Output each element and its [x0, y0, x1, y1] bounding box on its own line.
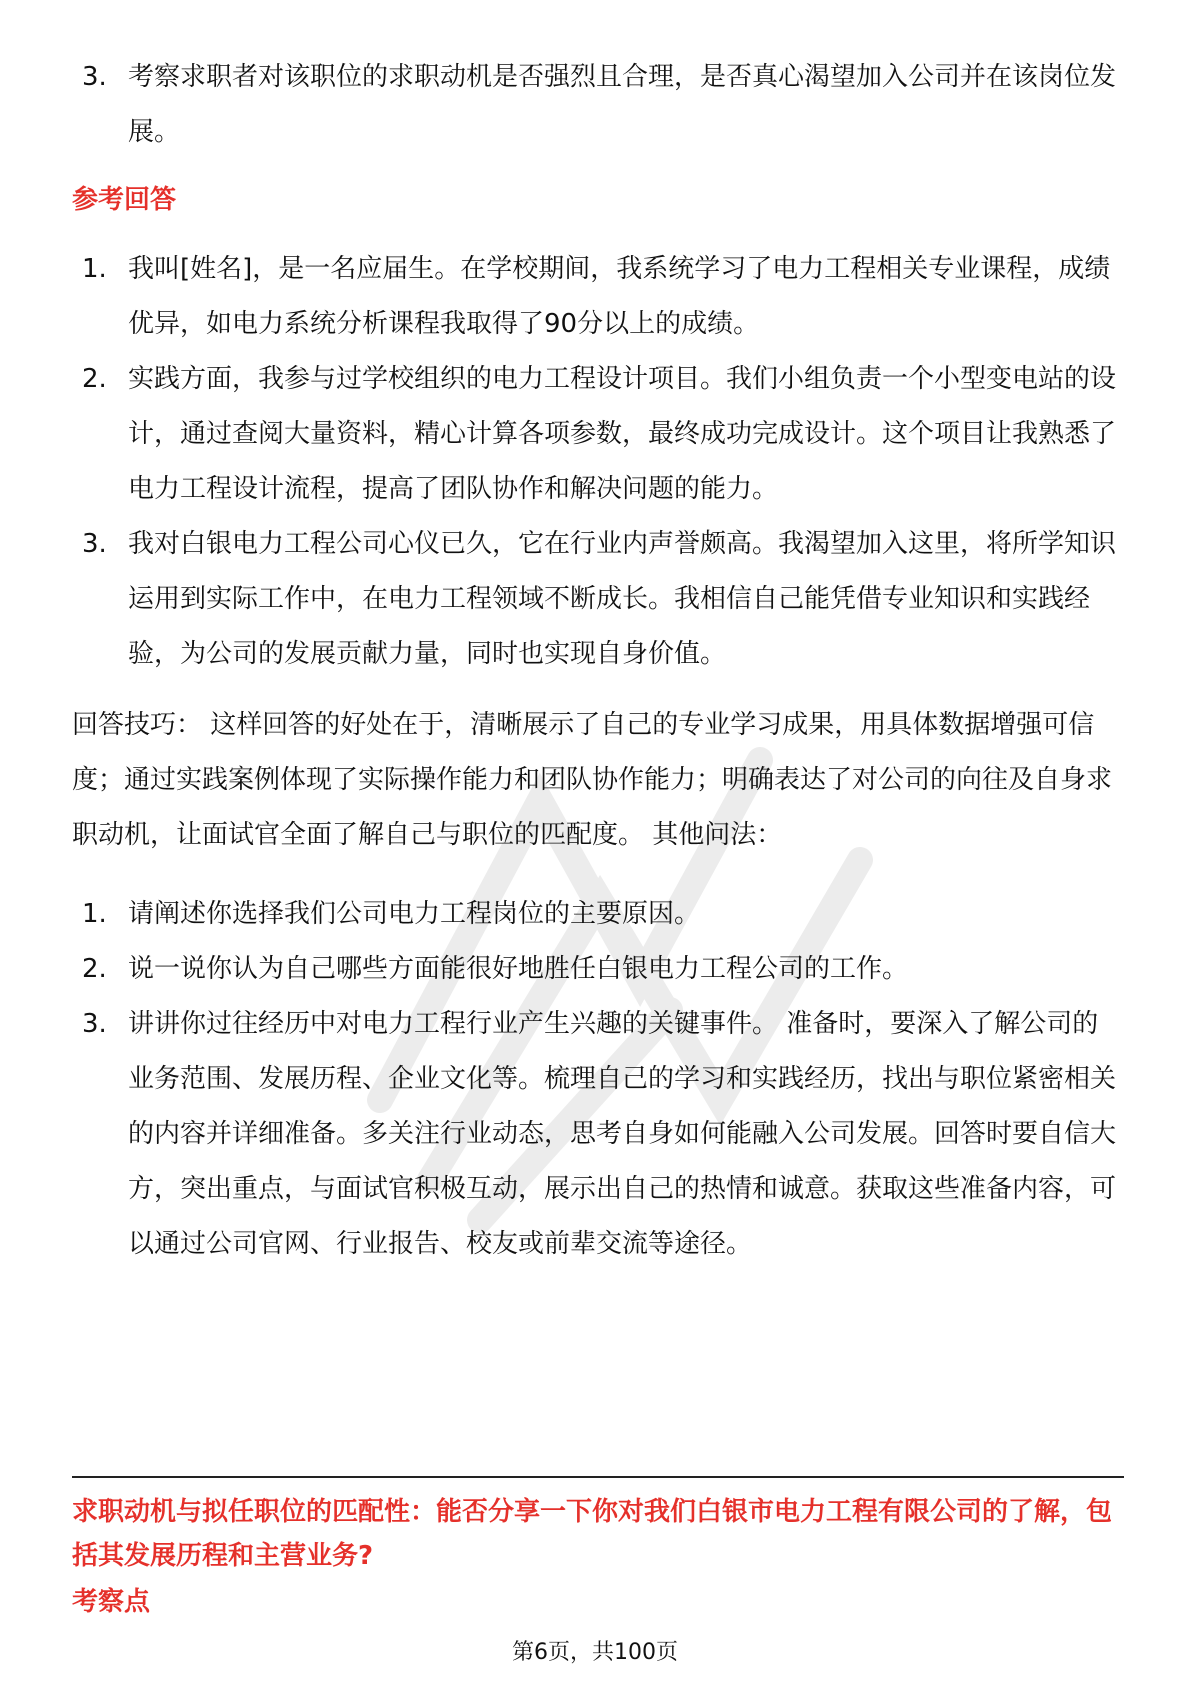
list-item-text: 我对白银电力工程公司心仪已久，它在行业内声誉颇高。我渴望加入这里，将所学知识运用到实际工作中，在电力工程领域不断成长。我相信自己能凭借专业知识和实践经验，为公司的发展贡献力量，同时也实现自身价值。	[128, 529, 1117, 669]
list-item	[82, 887, 1120, 942]
list-item-text: 说一说你认为自己哪些方面能很好地胜任白银电力工程公司的工作。	[128, 954, 909, 984]
list-item-number: 2.	[82, 954, 107, 984]
answer-tips: 回答技巧： 这样回答的好处在于，清晰展示了自己的专业学习成果，用具体数据增强可信度；通过实践案例体现了实际操作能力和团队协作能力；明确表达了对公司的向往及自身求职动机，让面试官全面了解自己与职位的匹配度。 其他问法：	[72, 710, 1113, 850]
next-question-title: 求职动机与拟任职位的匹配性：能否分享一下你对我们白银市电力工程有限公司的了解，包括其发展历程和主营业务?	[72, 1497, 1113, 1571]
list-item-text: 实践方面，我参与过学校组织的电力工程设计项目。我们小组负责一个小型变电站的设计，通过查阅大量资料，精心计算各项参数，最终成功完成设计。这个项目让我熟悉了电力工程设计流程，提高了团队协作和解决问题的能力。	[128, 364, 1117, 504]
list-item-number: 2.	[82, 364, 107, 394]
list-item	[82, 50, 1120, 160]
list-item-text: 考察求职者对该职位的求职动机是否强烈且合理，是否真心渴望加入公司并在该岗位发展。	[128, 62, 1117, 147]
section-divider	[72, 1476, 1124, 1478]
next-section-heading: 考察点	[72, 1587, 151, 1617]
list-item-number: 3.	[82, 529, 107, 559]
list-item	[82, 942, 1120, 997]
list-item-number: 3.	[82, 62, 107, 92]
list-item-number: 3.	[82, 1009, 107, 1039]
list-item-text: 讲讲你过往经历中对电力工程行业产生兴趣的关键事件。 准备时，要深入了解公司的业务范围、发展历程、企业文化等。梳理自己的学习和实践经历，找出与职位紧密相关的内容并详细准备。多关注行业动态，思考自身如何能融入公司发展。回答时要自信大方，突出重点，与面试官积极互动，展示出自己的热情和诚意。获取这些准备内容，可以通过公司官网、行业报告、校友或前辈交流等途径。	[128, 1009, 1117, 1259]
list-item-text: 我叫[姓名]，是一名应届生。在学校期间，我系统学习了电力工程相关专业课程，成绩优异，如电力系统分析课程我取得了90分以上的成绩。	[128, 254, 1111, 339]
answer-heading: 参考回答	[72, 185, 177, 215]
list-item-text: 请阐述你选择我们公司电力工程岗位的主要原因。	[128, 899, 701, 929]
other-questions-list	[82, 887, 1120, 1272]
page-number: 第6页，共100页	[512, 1640, 678, 1665]
list-item	[82, 997, 1120, 1272]
list-item	[82, 517, 1120, 682]
prev-list	[82, 50, 1120, 160]
list-item-number: 1.	[82, 899, 107, 929]
answer-list	[82, 242, 1120, 682]
list-item	[82, 352, 1120, 517]
list-item-number: 1.	[82, 254, 107, 284]
list-item	[82, 242, 1120, 352]
